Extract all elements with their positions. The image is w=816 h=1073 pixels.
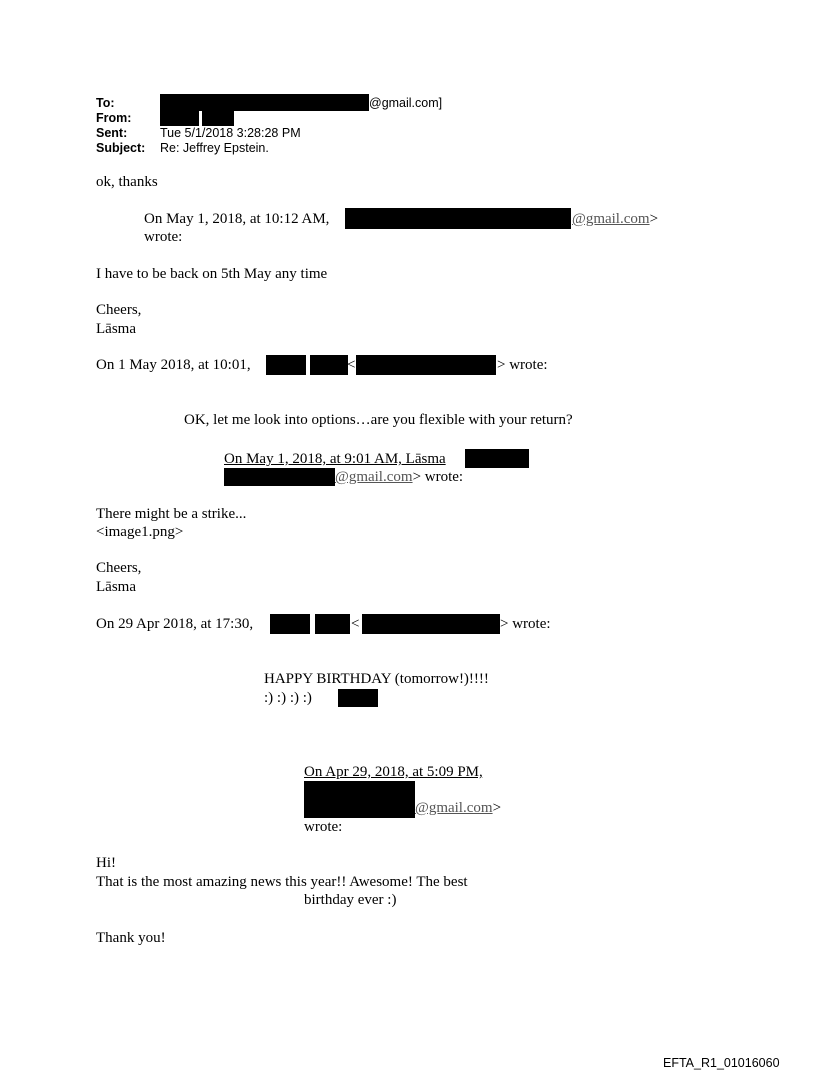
angle-bracket: > (649, 211, 659, 227)
redaction-bar (338, 689, 378, 707)
to-email-suffix: @gmail.com] (369, 96, 443, 110)
redaction-bar (465, 449, 529, 468)
signoff: Cheers, (96, 560, 142, 576)
quote-header: On May 1, 2018, at 9:01 AM, Lāsma (224, 451, 446, 467)
message-text: That is the most amazing news this year!! Awesome! The best (96, 874, 468, 890)
message-text: There might be a strike... (96, 506, 247, 522)
quote-email (335, 470, 463, 485)
message-text: :) :) :) :) (264, 690, 312, 706)
message-text: OK, let me look into options…are you flexible with your return? (184, 412, 573, 428)
signoff: Cheers, (96, 302, 142, 318)
quote-email (572, 212, 658, 227)
quote-wrote: wrote: (304, 819, 343, 835)
bates-number: EFTA_R1_01016060 (663, 1056, 780, 1070)
quote-header: On Apr 29, 2018, at 5:09 PM, (304, 764, 483, 780)
quote-wrote: > wrote: (500, 616, 551, 632)
angle-bracket: < (347, 357, 356, 373)
subject-label: Subject: (96, 141, 146, 155)
redaction-bar (224, 468, 335, 486)
redaction-bar (270, 614, 310, 634)
email-link[interactable]: @gmail.com (572, 211, 650, 227)
redaction-bar (315, 614, 350, 634)
redaction-bar (202, 111, 234, 126)
signature-name: Lāsma (96, 579, 136, 595)
message-text: Thank you! (96, 930, 166, 946)
sent-value: Tue 5/1/2018 3:28:28 PM (160, 126, 301, 140)
angle-bracket: > (492, 800, 502, 816)
from-label: From: (96, 111, 132, 125)
to-label: To: (96, 96, 115, 110)
attachment-placeholder: <image1.png> (96, 524, 184, 540)
angle-bracket: < (351, 616, 360, 632)
message-text: birthday ever :) (304, 892, 397, 908)
quote-header: On May 1, 2018, at 10:12 AM, (144, 211, 330, 227)
quote-header: On 1 May 2018, at 10:01, (96, 357, 251, 373)
redaction-bar (356, 355, 496, 375)
quote-wrote: > wrote: (412, 469, 464, 485)
quote-wrote: > wrote: (497, 357, 548, 373)
message-text: I have to be back on 5th May any time (96, 266, 328, 282)
redaction-bar (304, 781, 415, 818)
subject-value: Re: Jeffrey Epstein. (160, 141, 269, 155)
quote-wrote: wrote: (144, 229, 183, 245)
message-text: Hi! (96, 855, 116, 871)
email-link[interactable]: @gmail.com (335, 469, 413, 485)
redaction-bar (362, 614, 500, 634)
reply-text: ok, thanks (96, 174, 158, 190)
sent-label: Sent: (96, 126, 128, 140)
redaction-bar (345, 208, 571, 229)
email-link[interactable]: @gmail.com (415, 800, 493, 816)
message-text: HAPPY BIRTHDAY (tomorrow!)!!!! (264, 671, 489, 687)
redaction-bar (310, 355, 348, 375)
redaction-bar (266, 355, 306, 375)
signature-name: Lāsma (96, 321, 136, 337)
redaction-bar (160, 94, 369, 111)
quote-header: On 29 Apr 2018, at 17:30, (96, 616, 254, 632)
quote-email (415, 801, 501, 816)
redaction-bar (160, 111, 199, 126)
